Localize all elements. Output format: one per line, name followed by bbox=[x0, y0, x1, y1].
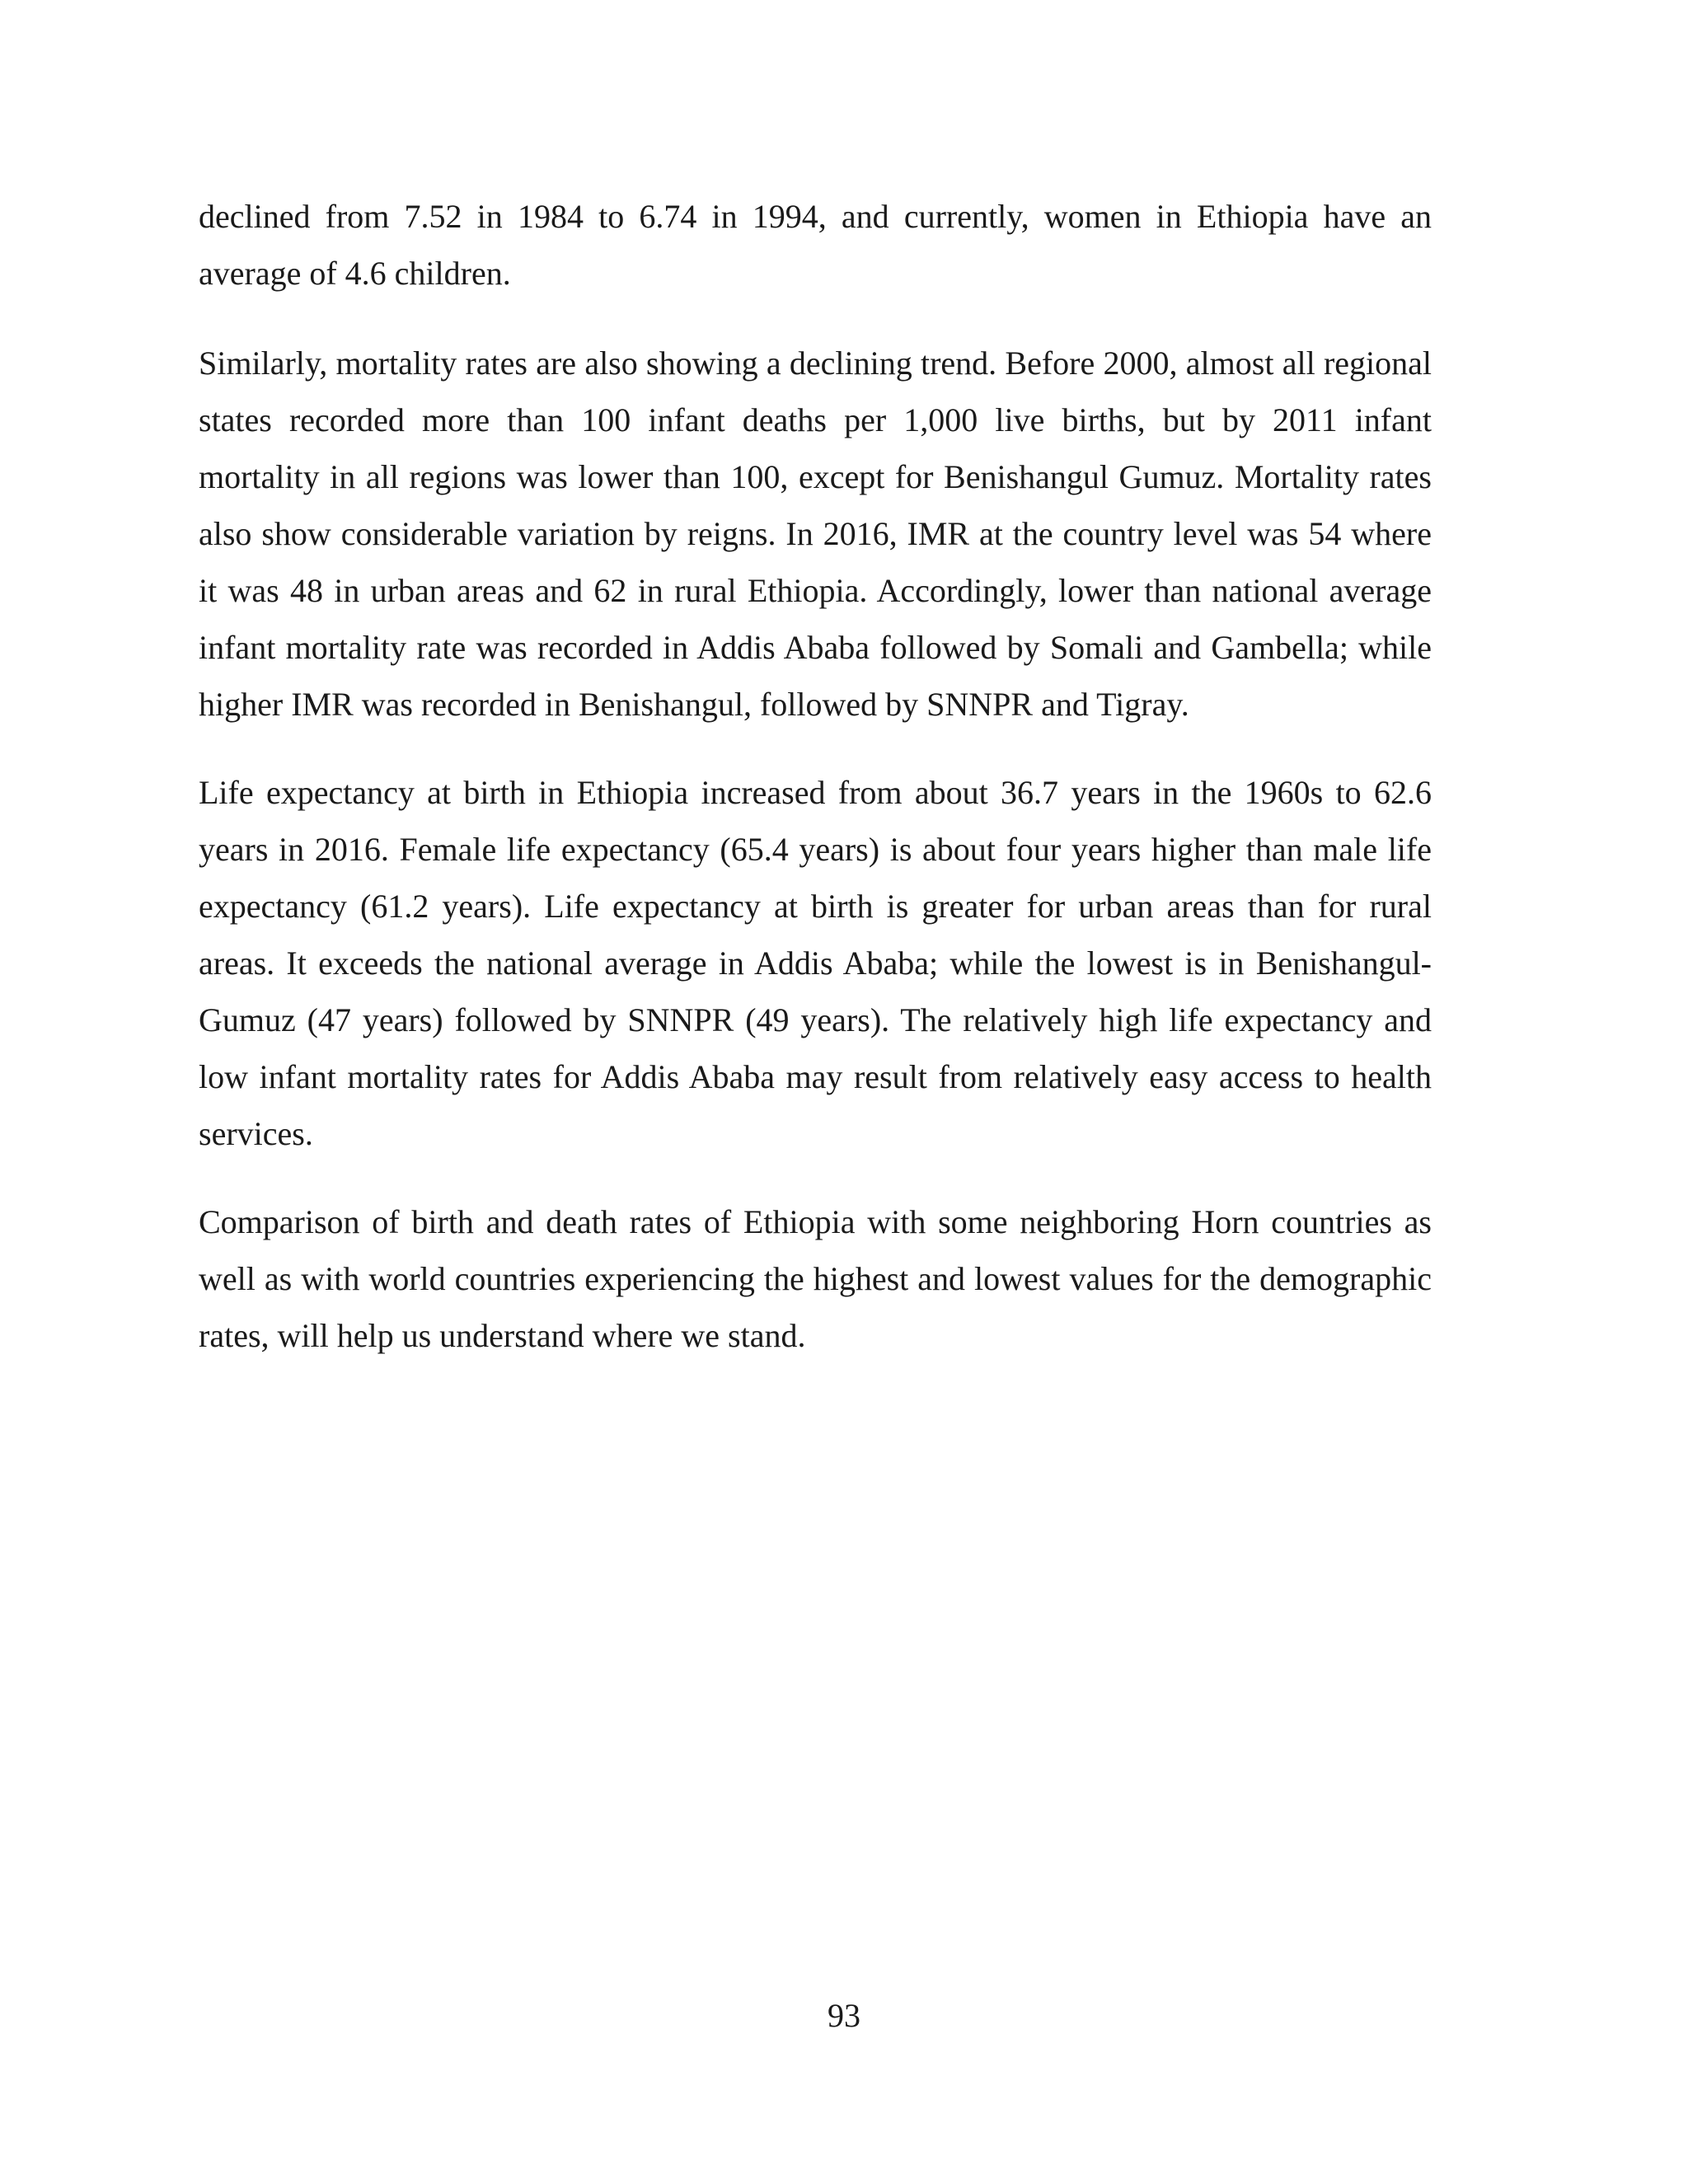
body-text bbox=[199, 188, 1432, 1395]
paragraph-mortality-rates: Similarly, mortality rates are also showing a declining trend. Before 2000, almost all regional states recorded more than 100 infant deaths per 1,000 live births, but by 2011 infant mortality in all regions was lower than 100, except for Benishangul Gumuz. Mortality rates also show considerable variation by reigns. In 2016, IMR at the country level was 54 where it was 48 in urban areas and 62 in rural Ethiopia. Accordingly, lower than national average infant mortality rate was recorded in Addis Ababa followed by Somali and Gambella; while higher IMR was recorded in Benishangul, followed by SNNPR and Tigray. bbox=[199, 344, 1432, 723]
page-number: 93 bbox=[828, 1997, 860, 2034]
paragraph-fertility-decline: declined from 7.52 in 1984 to 6.74 in 1994, and currently, women in Ethiopia have an average of 4.6 children. bbox=[199, 198, 1432, 292]
paragraph-comparison: Comparison of birth and death rates of Ethiopia with some neighboring Horn countries as well as with world countries experiencing the highest and lowest values for the demographic rates, will help us understand where we stand. bbox=[199, 1203, 1432, 1354]
paragraph-life-expectancy: Life expectancy at birth in Ethiopia increased from about 36.7 years in the 1960s to 62.6 years in 2016. Female life expectancy (65.4 years) is about four years higher than male life expectancy (61.2 years). Life expectancy at birth is greater for urban areas than for rural areas. It exceeds the national average in Addis Ababa; while the lowest is in Benishangul-Gumuz (47 years) followed by SNNPR (49 years). The relatively high life expectancy and low infant mortality rates for Addis Ababa may result from relatively easy access to health services. bbox=[199, 774, 1432, 1152]
